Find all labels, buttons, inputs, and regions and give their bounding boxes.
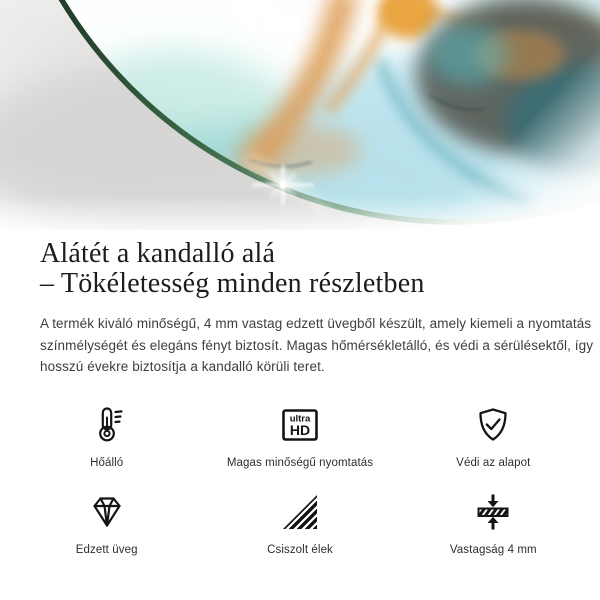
diamond-icon [87,492,127,532]
feature-label: Csiszolt élek [267,543,333,556]
feature-label: Vastagság 4 mm [449,543,537,556]
product-image [0,0,600,230]
ultra-hd-icon [280,405,320,445]
feature-protects-base [397,402,590,469]
thermometer-icon [87,405,127,445]
feature-label: Edzett üveg [75,543,138,556]
bottom-fade [0,196,600,230]
description-line: színmélységét és elegáns fényt biztosít. Magas hőmérsékletálló, és védi a sérülésektől, így [40,337,594,353]
feature-heat-resistant [10,402,203,469]
product-info-section [0,239,600,378]
feature-grid [10,402,590,556]
feature-label: Magas minőségű nyomtatás [226,456,374,469]
shield-check-icon [473,405,513,445]
thickness-icon [473,492,513,532]
feature-label: Hőálló [90,456,124,469]
description-line: A termék kiváló minőségű, 4 mm vastag edzett üvegből készült, amely kiemeli a nyomtatás [40,316,592,331]
feature-thickness [397,489,590,556]
feature-print-quality [203,402,396,469]
ultra-hd-icon-text-top: ultra [289,413,311,424]
feature-polished-edges [203,489,396,556]
page-title [40,239,560,299]
product-description [40,313,594,378]
ultra-hd-icon-text-bottom: HD [289,421,311,438]
description-line: hosszú évekre biztosítja a kandalló körüli teret. [40,359,325,374]
page-title-line2: – Tökéletesség minden részletben [40,268,425,299]
feature-label: Védi az alapot [456,456,531,469]
page-title-line1: Alátét a kandalló alá [40,238,276,269]
polished-edges-icon [280,492,320,532]
feature-tempered-glass [10,489,203,556]
